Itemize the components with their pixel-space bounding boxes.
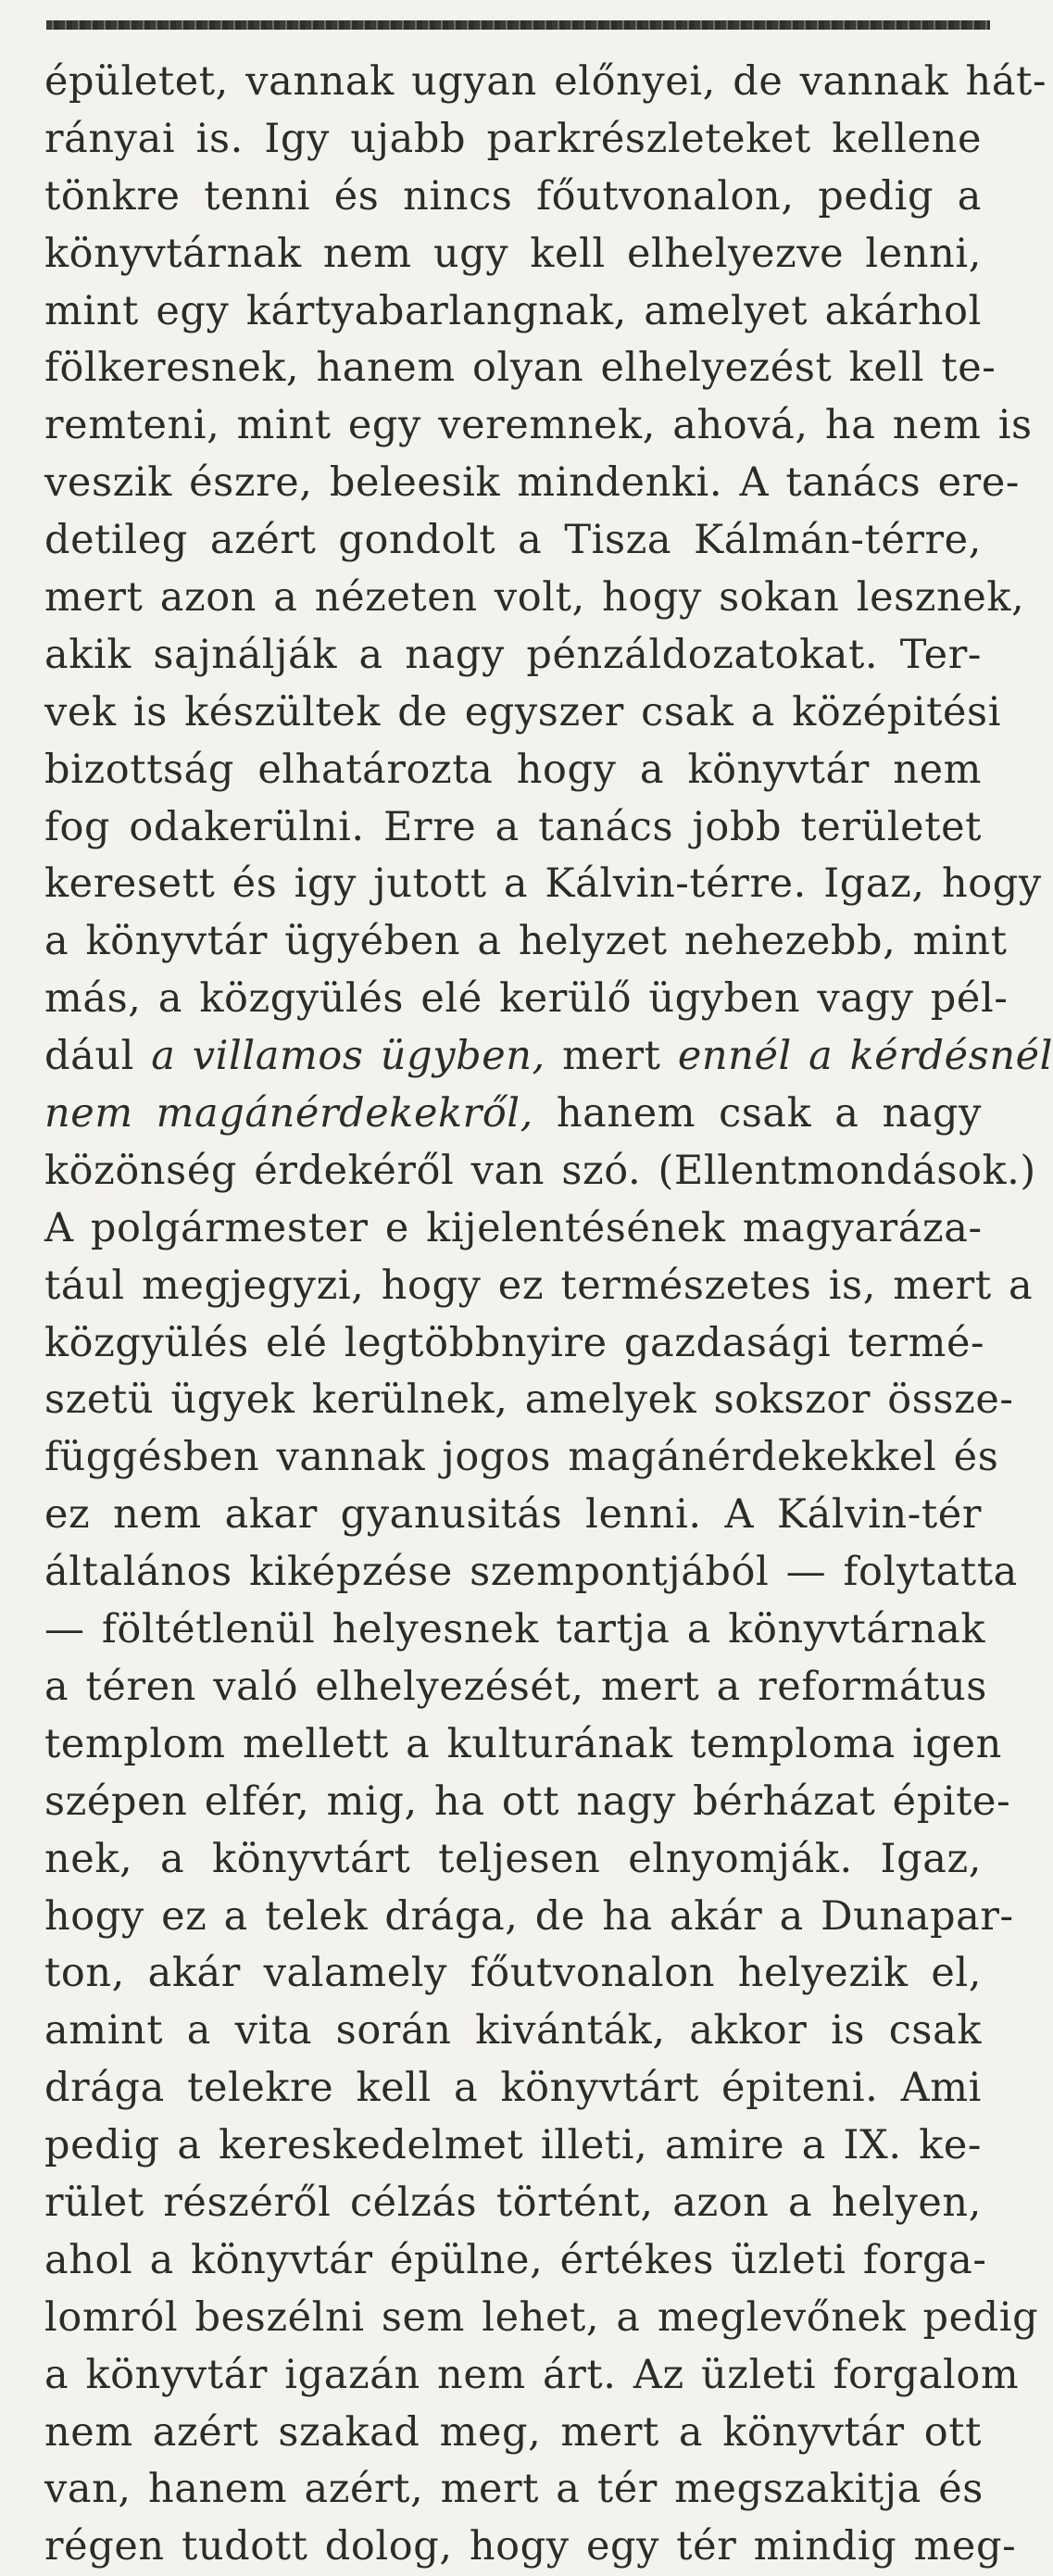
text-line: közönség érdekéről van szó. (Ellentmondások.) [44,1147,1036,1194]
italic-text-run: nem magánérdekekről, [44,1090,533,1137]
text-line-mixed [44,1086,982,1143]
text-line: amint a vita során kivánták, akkor is csak [44,2007,982,2055]
text-line: tául megjegyzi, hogy ez természetes is, mert a [44,1262,1034,1309]
text-line: a téren való elhelyezését, mert a református [44,1663,987,1710]
text-line: templom mellett a kulturának temploma igen [44,1720,1002,1767]
text-line: vek is készültek de egyszer csak a középitési [44,688,1002,735]
text-line: ez nem akar gyanusitás lenni. A Kálvin-tér [44,1491,982,1539]
text-line: lomról beszélni sem lehet, a meglevőnek pedig [44,2293,1039,2341]
text-run: hanem csak a nagy [533,1090,982,1137]
text-line: — föltétlenül helyesnek tartja a könyvtárnak [44,1606,985,1653]
text-line: könyvtárnak nem ugy kell elhelyezve lenni, [44,230,982,277]
text-line: tönkre tenni és nincs főutvonalon, pedig a [44,172,982,220]
text-line: remteni, mint egy veremnek, ahová, ha nem is [44,402,1033,449]
text-line: mint egy kártyabarlangnak, amelyet akárhol [44,287,982,334]
text-line: a könyvtár ügyében a helyzet nehezebb, mint [44,918,1008,965]
text-line: közgyülés elé legtöbbnyire gazdasági termé- [44,1319,985,1366]
text-line: szetü ügyek kerülnek, amelyek sokszor össze- [44,1376,1014,1424]
article-column [44,54,1053,2576]
text-line: pedig a kereskedelmet illeti, amire a IX. ke- [44,2122,982,2169]
italic-text-run: ennél a kérdésnél [677,1033,1053,1080]
text-line: bizottság elhatározta hogy a könyvtár nem [44,746,982,793]
text-line: keresett és igy jutott a Kálvin-térre. Igaz, hogy [44,861,1042,908]
text-line: rület részéről célzás történt, azon a helyen, [44,2179,982,2226]
text-run: mert [545,1033,678,1080]
text-line: veszik észre, beleesik mindenki. A tanács ere- [44,459,1021,507]
text-line: más, a közgyülés elé kerülő ügyben vagy pél- [44,975,1009,1023]
column-top-rule [46,20,990,30]
text-line: akik sajnálják a nagy pénzáldozatokat. Ter- [44,631,982,678]
text-line: drága telekre kell a könyvtárt épiteni. Ami [44,2065,982,2112]
text-run: dául [44,1033,152,1080]
text-line: régen tudott dolog, hogy egy tér mindig meg- [44,2523,1017,2570]
text-line: nem azért szakad meg, mert a könyvtár ott [44,2408,982,2456]
text-line: nek, a könyvtárt teljesen elnyomják. Igaz, [44,1835,982,1882]
text-line: a könyvtár igazán nem árt. Az üzleti forgalom [44,2351,1020,2398]
text-line: általános kiképzése szempontjából — folytatta [44,1549,1018,1596]
text-line: szépen elfér, mig, ha ott nagy bérházat épite- [44,1778,1011,1825]
text-line: ahol a könyvtár épülne, értékes üzleti forga- [44,2236,987,2283]
italic-text-run: a villamos ügyben, [151,1033,545,1080]
text-line: detileg azért gondolt a Tisza Kálmán-térre, [44,517,982,564]
text-line: függésben vannak jogos magánérdekekkel és [44,1434,999,1481]
text-line: fog odakerülni. Erre a tanács jobb területet [44,803,982,850]
text-line: ton, akár valamely főutvonalon helyezik el, [44,1950,982,1997]
text-line: fölkeresnek, hanem olyan elhelyezést kell te- [44,345,997,392]
text-line: rányai is. Igy ujabb parkrészleteket kellene [44,115,982,162]
text-line: van, hanem azért, mert a tér megszakitja és [44,2466,984,2513]
text-line: A polgármester e kijelentésének magyaráza- [44,1204,983,1251]
text-line-mixed [44,1028,1053,1086]
text-line: hogy ez a telek drága, de ha akár a Dunapar- [44,1892,1014,1940]
text-line: épületet, vannak ugyan előnyei, de vannak hát- [44,58,1047,105]
text-line: mert azon a nézeten volt, hogy sokan lesznek, [44,574,1025,622]
